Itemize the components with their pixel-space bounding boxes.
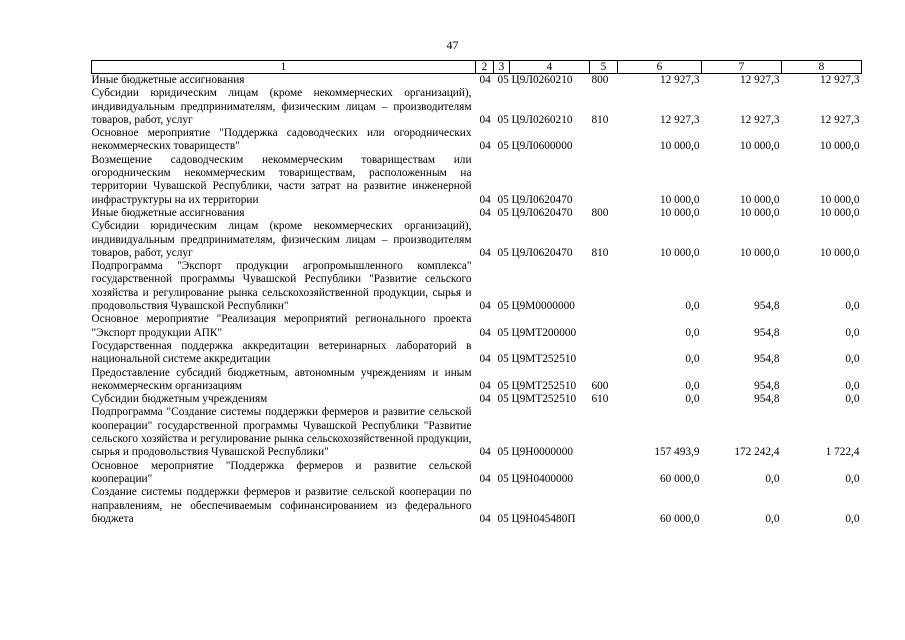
- table-row: [92, 74, 862, 88]
- row-razdel: 04: [479, 246, 491, 259]
- row-vr: 810: [591, 246, 609, 259]
- row-podrazdel: 05: [497, 74, 509, 86]
- row-vr: 600: [591, 379, 609, 392]
- row-amount-3: 10 000,0: [819, 206, 860, 219]
- row-amount-1: 60 000,0: [659, 512, 700, 525]
- row-amount-3: 0,0: [845, 300, 860, 313]
- row-podrazdel: 05: [497, 326, 509, 339]
- row-amount-3: 10 000,0: [819, 193, 860, 206]
- row-vr: [590, 460, 618, 487]
- row-amount-1: 0,0: [685, 300, 700, 313]
- row-vr: 810: [591, 113, 609, 126]
- row-amount-1: 0,0: [685, 353, 700, 366]
- row-podrazdel: 05: [497, 379, 509, 392]
- row-csr: Ц9Л0260210: [511, 74, 573, 86]
- row-vr: [590, 127, 618, 154]
- header-col-6: 6: [618, 61, 702, 74]
- header-col-2: 2: [476, 61, 494, 74]
- row-amount-1: 10 000,0: [659, 193, 700, 206]
- row-name: Иные бюджетные ассигнования: [91, 74, 245, 86]
- table-row: [92, 340, 862, 367]
- table-row: [92, 220, 862, 260]
- row-razdel: 04: [479, 393, 491, 406]
- row-name: Основное мероприятие "Поддержка садоводческих или огороднических некоммерческих товариществ": [91, 127, 472, 153]
- header-col-5: 5: [590, 61, 618, 74]
- row-podrazdel: 05: [497, 300, 509, 313]
- row-csr: Ц9МТ200000: [511, 326, 577, 339]
- header-col-1: 1: [92, 61, 476, 74]
- row-amount-2: 954,8: [754, 300, 780, 313]
- row-csr: Ц9Л0620470: [511, 206, 573, 219]
- row-vr: [590, 260, 618, 313]
- row-vr: 800: [591, 74, 609, 86]
- row-amount-2: 954,8: [754, 393, 780, 406]
- row-amount-1: 12 927,3: [659, 74, 700, 86]
- row-csr: Ц9Л0600000: [511, 140, 573, 153]
- row-amount-3: 10 000,0: [819, 140, 860, 153]
- row-vr: [590, 313, 618, 340]
- row-amount-3: 10 000,0: [819, 246, 860, 259]
- page-number: 47: [446, 38, 459, 52]
- row-name: Субсидии бюджетным учреждениям: [91, 393, 268, 406]
- row-csr: Ц9Л0260210: [511, 113, 573, 126]
- row-vr: [590, 340, 618, 367]
- row-vr: 800: [591, 206, 609, 219]
- header-row: [92, 61, 862, 74]
- row-podrazdel: 05: [497, 140, 509, 153]
- table-row: [92, 406, 862, 459]
- row-csr: Ц9Л0620470: [511, 246, 573, 259]
- row-amount-3: 12 927,3: [819, 74, 860, 86]
- row-amount-1: 10 000,0: [659, 246, 700, 259]
- table-row: [92, 313, 862, 340]
- row-razdel: 04: [479, 140, 491, 153]
- row-amount-2: 954,8: [754, 353, 780, 366]
- row-razdel: 04: [479, 379, 491, 392]
- row-amount-2: 10 000,0: [739, 193, 780, 206]
- row-amount-1: 0,0: [685, 326, 700, 339]
- row-amount-2: 0,0: [765, 512, 780, 525]
- row-podrazdel: 05: [497, 206, 509, 219]
- row-amount-2: 10 000,0: [739, 140, 780, 153]
- row-csr: Ц9Н0000000: [511, 446, 574, 459]
- row-vr: [590, 486, 618, 526]
- row-amount-3: 0,0: [845, 379, 860, 392]
- row-csr: Ц9Н045480П: [511, 512, 576, 525]
- row-amount-1: 0,0: [685, 379, 700, 392]
- table-row: [92, 260, 862, 313]
- row-amount-1: 10 000,0: [659, 206, 700, 219]
- row-vr: [590, 406, 618, 459]
- row-amount-1: 60 000,0: [659, 472, 700, 485]
- row-name: Субсидии юридическим лицам (кроме некоммерческих организаций), индивидуальным предпринимателям, физическим лицам – производителям товаров, работ, услуг: [91, 220, 472, 259]
- row-amount-3: 0,0: [845, 512, 860, 525]
- row-vr: 610: [591, 393, 609, 406]
- header-col-7: 7: [702, 61, 782, 74]
- table-body: [92, 74, 862, 527]
- header-col-4: 4: [510, 61, 590, 74]
- table-row: [92, 154, 862, 207]
- row-amount-2: 954,8: [754, 326, 780, 339]
- row-vr: [590, 154, 618, 207]
- row-name: Основное мероприятие "Реализация мероприятий регионального проекта "Экспорт продукции АПК": [91, 313, 472, 339]
- row-amount-1: 12 927,3: [659, 113, 700, 126]
- row-amount-1: 0,0: [685, 393, 700, 406]
- table-row: [92, 393, 862, 406]
- row-razdel: 04: [479, 326, 491, 339]
- row-name: Подпрограмма "Создание системы поддержки фермеров и развитие сельской кооперации" государственной программы Чувашской Республики "Развитие сельского хозяйства и регулирование рынка сельскохозяйственной продукции, сырья и продовольствия Чувашской Республики": [91, 406, 472, 459]
- table-row: [92, 460, 862, 487]
- row-amount-2: 10 000,0: [739, 206, 780, 219]
- row-razdel: 04: [479, 206, 491, 219]
- row-podrazdel: 05: [497, 353, 509, 366]
- row-amount-2: 954,8: [754, 379, 780, 392]
- row-podrazdel: 05: [497, 512, 509, 525]
- row-name: Подпрограмма "Экспорт продукции агропромышленного комплекса" государственной программы Чувашской Республики "Развитие сельского хозяйства и регулирование рынка сельскохозяйственной продукции, сырья и продовольствия Чувашской Республики": [91, 260, 472, 313]
- row-amount-1: 157 493,9: [654, 446, 700, 459]
- row-razdel: 04: [479, 446, 491, 459]
- header-col-8: 8: [782, 61, 862, 74]
- row-csr: Ц9МТ252510: [511, 353, 577, 366]
- row-amount-3: 12 927,3: [819, 113, 860, 126]
- row-amount-2: 10 000,0: [739, 246, 780, 259]
- row-razdel: 04: [479, 300, 491, 313]
- row-amount-3: 0,0: [845, 326, 860, 339]
- row-amount-3: 0,0: [845, 472, 860, 485]
- budget-table: [91, 60, 862, 526]
- row-amount-2: 12 927,3: [739, 113, 780, 126]
- row-podrazdel: 05: [497, 393, 509, 406]
- row-amount-2: 172 242,4: [734, 446, 780, 459]
- row-amount-3: 0,0: [845, 353, 860, 366]
- table-row: [92, 486, 862, 526]
- table-row: [92, 127, 862, 154]
- row-razdel: 04: [479, 512, 491, 525]
- row-razdel: 04: [479, 193, 491, 206]
- row-amount-2: 12 927,3: [739, 74, 780, 86]
- row-podrazdel: 05: [497, 472, 509, 485]
- row-amount-2: 0,0: [765, 472, 780, 485]
- row-amount-1: 10 000,0: [659, 140, 700, 153]
- row-name: Создание системы поддержки фермеров и развитие сельской кооперации по направлениям, не обеспечиваемым софинансированием из федерального бюджета: [91, 486, 472, 525]
- row-podrazdel: 05: [497, 113, 509, 126]
- row-podrazdel: 05: [497, 446, 509, 459]
- row-razdel: 04: [479, 74, 491, 86]
- row-podrazdel: 05: [497, 193, 509, 206]
- row-amount-3: 0,0: [845, 393, 860, 406]
- row-razdel: 04: [479, 113, 491, 126]
- row-name: Государственная поддержка аккредитации ветеринарных лабораторий в национальной системе аккредитации: [91, 339, 472, 366]
- row-csr: Ц9МТ252510: [511, 379, 577, 392]
- row-csr: Ц9Л0620470: [511, 193, 573, 206]
- row-name: Субсидии юридическим лицам (кроме некоммерческих организаций), индивидуальным предпринимателям, физическим лицам – производителям товаров, работ, услуг: [91, 87, 472, 126]
- row-name: Иные бюджетные ассигнования: [91, 206, 245, 219]
- row-csr: Ц9М0000000: [511, 300, 575, 313]
- row-csr: Ц9Н0400000: [511, 472, 574, 485]
- table-row: [92, 367, 862, 394]
- row-amount-3: 1 722,4: [825, 446, 860, 459]
- row-name: Возмещение садоводческим некоммерческим товариществам или огородническим некоммерческим товариществам, расположенным на территории Чувашской Республики, части затрат на развитие инженерной инфраструктуры на их территории: [91, 153, 472, 206]
- table-row: [92, 207, 862, 220]
- row-csr: Ц9МТ252510: [511, 393, 577, 406]
- row-razdel: 04: [479, 472, 491, 485]
- row-podrazdel: 05: [497, 246, 509, 259]
- header-col-3: 3: [494, 61, 510, 74]
- row-razdel: 04: [479, 353, 491, 366]
- row-name: Основное мероприятие "Поддержка фермеров и развитие сельской кооперации": [91, 459, 472, 485]
- table-row: [92, 87, 862, 127]
- row-name: Предоставление субсидий бюджетным, автономным учреждениям и иным некоммерческим организациям: [91, 366, 472, 392]
